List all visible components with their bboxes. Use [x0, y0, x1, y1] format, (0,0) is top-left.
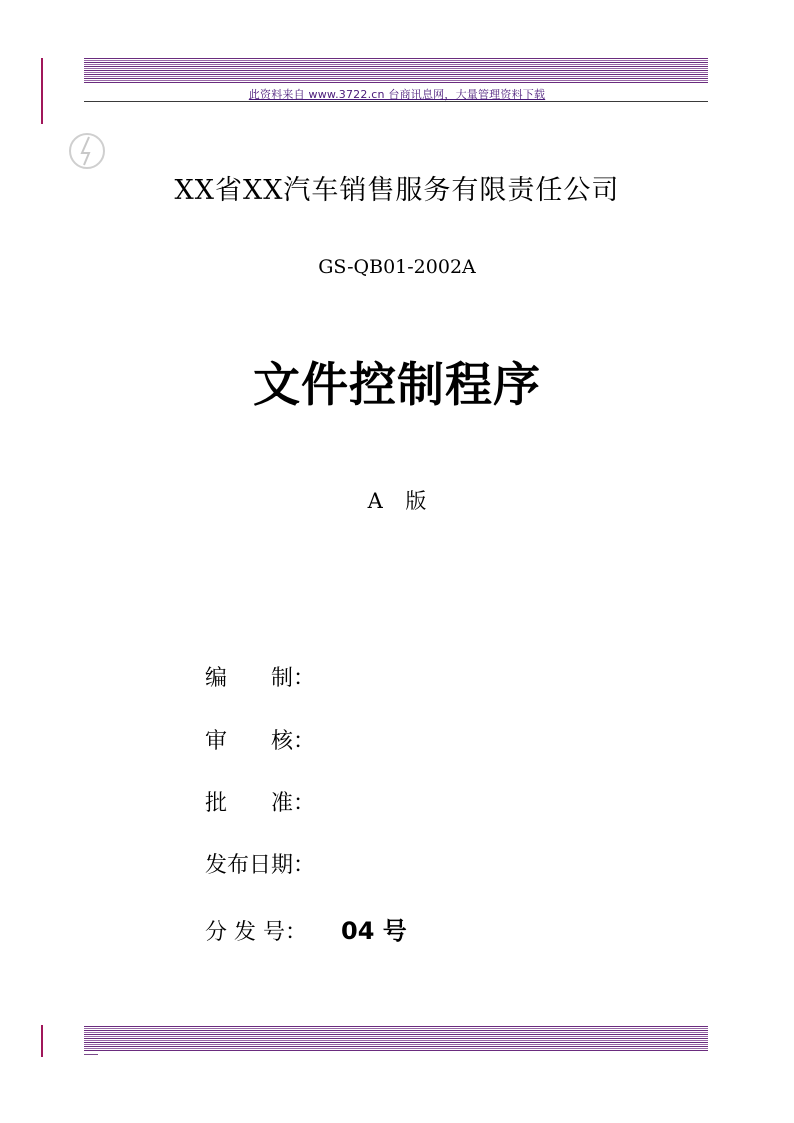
approved-by-row: [205, 786, 315, 817]
reviewed-by-label: 审 核：: [205, 729, 316, 754]
distribution-number-row: [205, 911, 407, 946]
version-label: A 版: [367, 489, 427, 513]
compiled-by-label: 编 制：: [205, 666, 316, 691]
document-title: 文件控制程序: [253, 358, 541, 413]
reviewed-by-row: [205, 724, 315, 755]
approved-by-label: 批 准：: [205, 791, 316, 816]
distribution-number-value: 04 号: [341, 917, 407, 945]
footer-stripe-band: [84, 1026, 708, 1052]
circular-seal-icon: [67, 131, 107, 171]
distribution-number-label: 分 发 号：: [205, 920, 307, 945]
header-source-link[interactable]: 此资料来自 www.3722.cn 台商讯息网，大量管理资料下载: [248, 88, 546, 101]
compiled-by-row: [205, 661, 315, 692]
release-date-label: 发布日期：: [205, 853, 316, 878]
document-code: GS-QB01-2002A: [318, 256, 476, 278]
header-rule: [84, 101, 708, 102]
release-date-row: [205, 848, 315, 879]
header-stripe-band: [84, 58, 708, 85]
footer-tick: [84, 1054, 98, 1055]
margin-mark-bottom: [41, 1025, 43, 1057]
company-name: XX省XX汽车销售服务有限责任公司: [174, 175, 620, 206]
